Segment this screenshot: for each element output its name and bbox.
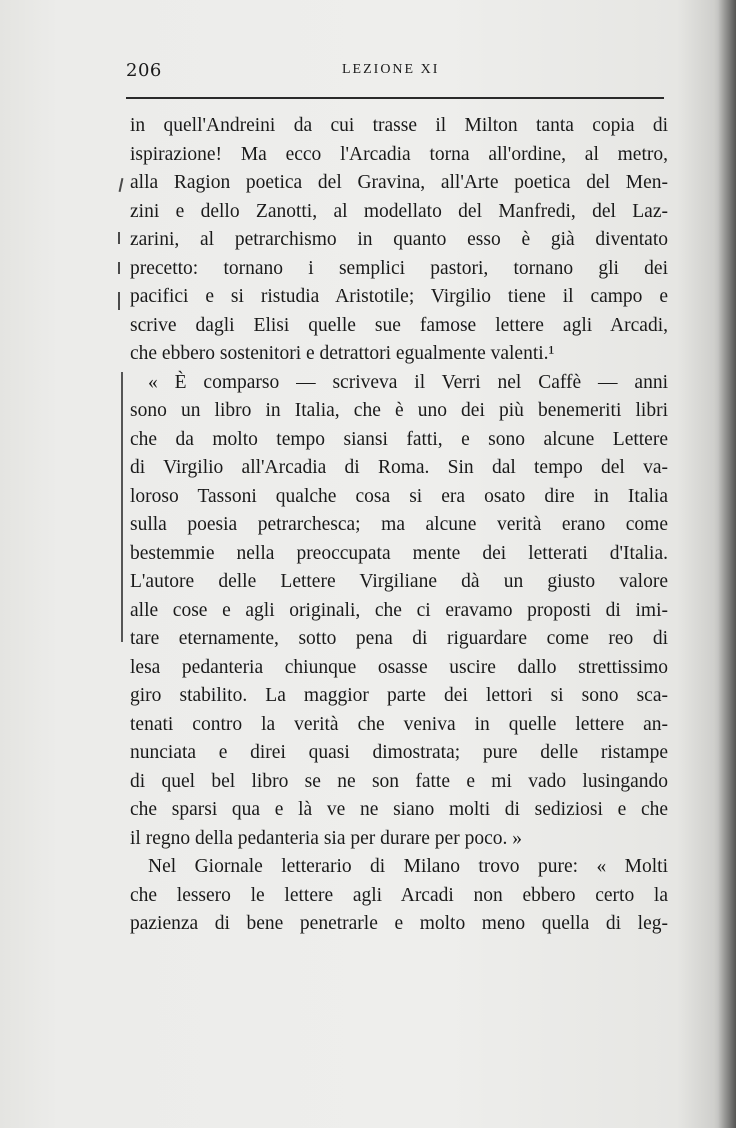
text-line: che ebbero sostenitori e detrattori egualmente valenti.¹ [130,343,555,364]
text-line: il regno della pedanteria sia per durare per poco. » [130,827,522,849]
text-line: che lessero le lettere agli Arcadi non ebbero certo la [130,884,668,906]
text-line: pacifici e si ristudia Aristotile; Virgilio tiene il campo e [130,286,668,307]
text-line: sulla poesia petrarchesca; ma alcune verità erano come [130,514,668,535]
margin-bracket-mark [121,372,123,642]
text-line: tare eternamente, sotto pena di riguardare come reo di [130,628,668,649]
page-header [126,60,666,88]
text-line: L'autore delle Lettere Virgiliane dà un giusto valore [130,571,668,592]
text-line: di Virgilio all'Arcadia di Roma. Sin dal tempo del va- [130,457,668,478]
text-line: zini e dello Zanotti, al modellato del Manfredi, del Laz- [130,200,668,222]
page-gutter-shadow [718,0,736,1128]
margin-pencil-mark [118,292,120,310]
text-line: bestemmie nella preoccupata mente dei letterati d'Italia. [130,542,668,564]
text-line: lesa pedanteria chiunque osasse uscire dallo strettissimo [130,656,668,678]
text-line: alla Ragion poetica del Gravina, all'Arte poetica del Men- [130,172,668,193]
text-line: ispirazione! Ma ecco l'Arcadia torna all'ordine, al metro, [130,143,668,165]
text-line: di quel bel libro se ne son fatte e mi vado lusingando [130,770,668,792]
text-line: « È comparso — scriveva il Verri nel Caffè — anni [148,371,668,393]
text-line: pazienza di bene penetrarle e molto meno quella di leg- [130,913,668,934]
text-line: che sparsi qua e là ve ne siano molti di sediziosi e che [130,799,668,820]
text-line: che da molto tempo siansi fatti, e sono alcune Lettere [130,428,668,450]
text-line: alle cose e agli originali, che ci eravamo proposti di imi- [130,599,668,621]
text-line: tenati contro la verità che veniva in quelle lettere an- [130,713,668,735]
text-line: sono un libro in Italia, che è uno dei più benemeriti libri [130,400,668,421]
margin-pencil-mark [119,178,124,192]
body-text [130,112,668,939]
margin-pencil-mark [118,262,120,274]
text-line: Nel Giornale letterario di Milano trovo pure: « Molti [148,856,668,877]
header-rule [126,97,664,99]
text-line: zarini, al petrarchismo in quanto esso è già diventato [130,229,668,250]
text-line: precetto: tornano i semplici pastori, tornano gli dei [130,257,668,279]
text-line: loroso Tassoni qualche cosa si era osato dire in Italia [130,485,668,507]
text-line: giro stabilito. La maggior parte dei lettori si sono sca- [130,685,668,706]
page-number: 206 [126,60,162,81]
text-line: in quell'Andreini da cui trasse il Milton tanta copia di [130,115,668,136]
margin-pencil-mark [118,232,120,244]
text-line: scrive dagli Elisi quelle sue famose lettere agli Arcadi, [130,314,668,336]
text-line: nunciata e direi quasi dimostrata; pure delle ristampe [130,742,668,763]
running-title: LEZIONE XI [342,62,440,77]
